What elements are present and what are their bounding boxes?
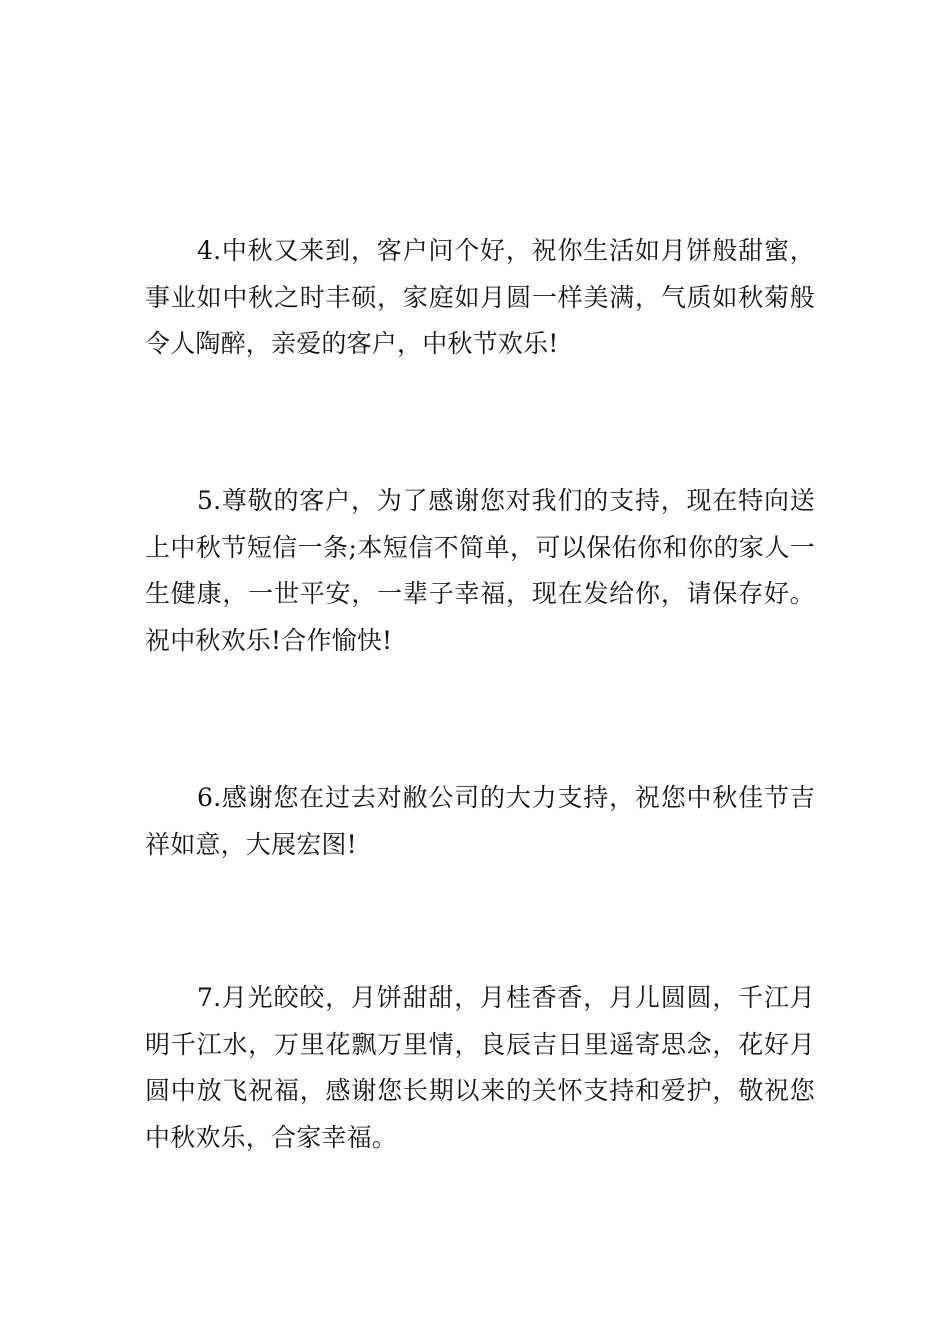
paragraph-4: 4.中秋又来到，客户问个好，祝你生活如月饼般甜蜜，事业如中秋之时丰硕，家庭如月圆一样美满，气质如秋菊般令人陶醉，亲爱的客户，中秋节欢乐! (145, 236, 815, 358)
paragraph-7: 7.月光皎皎，月饼甜甜，月桂香香，月儿圆圆，千江月明千江水，万里花飘万里情，良辰吉日里遥寄思念，花好月圆中放飞祝福，感谢您长期以来的关怀支持和爱护，敬祝您中秋欢乐，合家幸福。 (145, 983, 815, 1152)
paragraph-6: 6.感谢您在过去对敝公司的大力支持，祝您中秋佳节吉祥如意，大展宏图! (145, 783, 815, 859)
paragraph-5: 5.尊敬的客户，为了感谢您对我们的支持，现在特向送上中秋节短信一条;本短信不简单，可以保佑你和你的家人一生健康，一世平安，一辈子幸福，现在发给你，请保存好。祝中秋欢乐!合作愉快! (145, 486, 815, 655)
